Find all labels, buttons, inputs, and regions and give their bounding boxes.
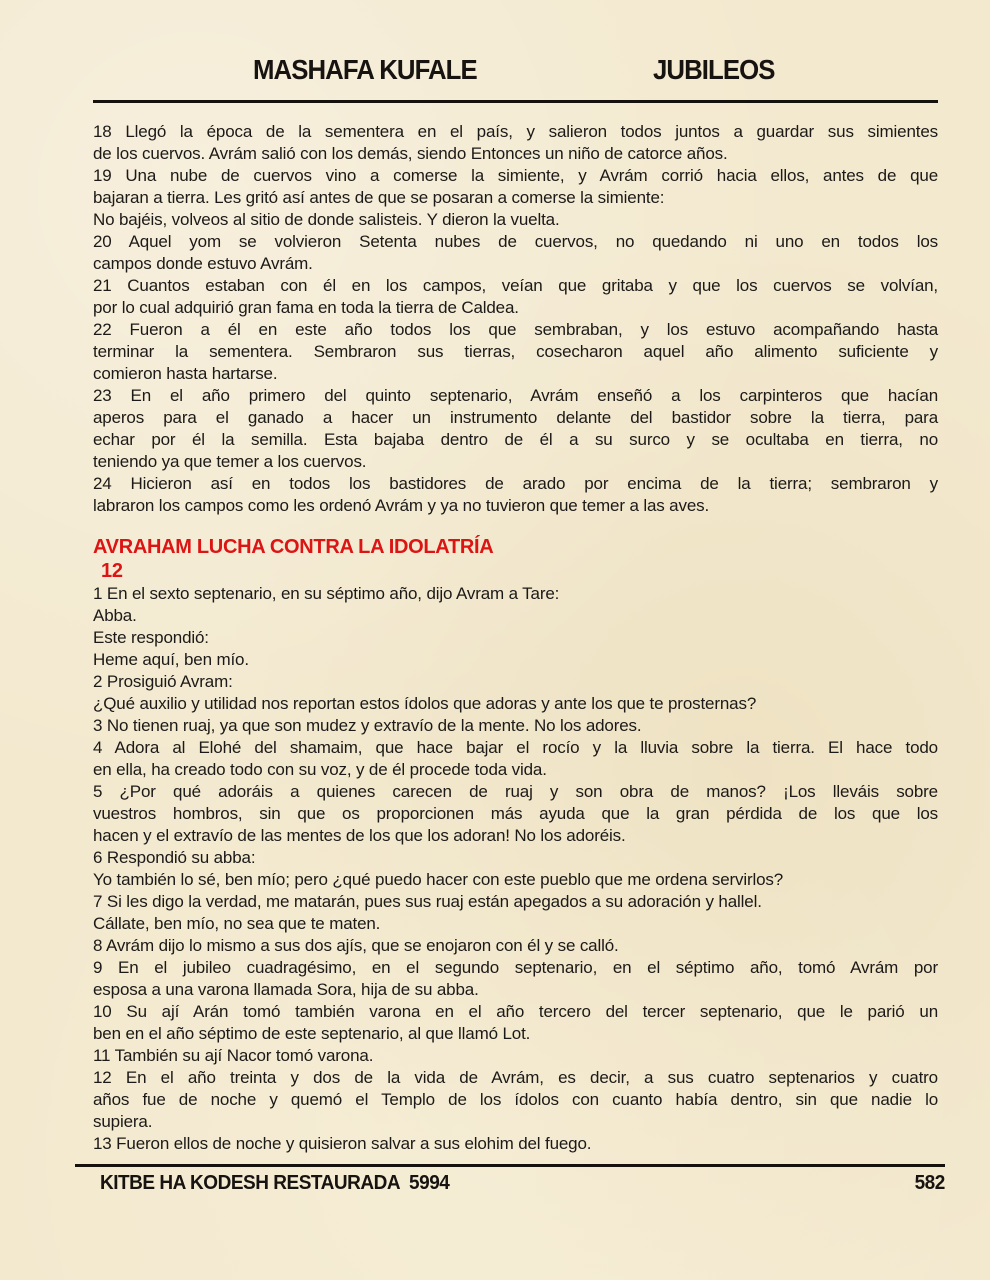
verse-line: vuestros hombros, sin que os proporcionen más ayuda que la gran pérdida de los que los — [93, 804, 938, 823]
header-rule — [93, 100, 938, 103]
verse-line: hacen y el extravío de las mentes de los que los adoran! No los adoréis. — [93, 826, 626, 845]
verse-line: comieron hasta hartarse. — [93, 364, 278, 383]
verse-line: 2 Prosiguió Avram: — [93, 672, 233, 691]
footer-page-number: 582 — [914, 1172, 945, 1194]
page-footer — [100, 1172, 945, 1195]
verse-line: 5 ¿Por qué adoráis a quienes carecen de ruaj y son obra de manos? ¡Los lleváis sobre — [93, 782, 938, 801]
verse-line: ¿Qué auxilio y utilidad nos reportan estos ídolos que adoras y ante los que te prosternas? — [93, 694, 757, 713]
verse-line: esposa a una varona llamada Sora, hija de su abba. — [93, 980, 479, 999]
verse-line: por lo cual adquirió gran fama en toda la tierra de Caldea. — [93, 298, 519, 317]
footer-rule — [75, 1164, 945, 1167]
verse-line: 23 En el año primero del quinto septenario, Avrám enseñó a los carpinteros que hacían — [93, 386, 938, 405]
verse-line: 19 Una nube de cuervos vino a comerse la simiente, y Avrám corrió hacia ellos, antes de que — [93, 166, 938, 185]
verse-line: 12 En el año treinta y dos de la vida de Avrám, es decir, a sus cuatro septenarios y cuatro — [93, 1068, 938, 1087]
page-header — [93, 54, 938, 100]
verse-line: 21 Cuantos estaban con él en los campos, veían que gritaba y que los cuervos se volvían, — [93, 276, 938, 295]
document-body — [93, 121, 938, 1155]
verse-line: Cállate, ben mío, no sea que te maten. — [93, 914, 381, 933]
section-heading: AVRAHAM LUCHA CONTRA LA IDOLATRÍA — [93, 536, 494, 558]
verse-line: 1 En el sexto septenario, en su séptimo año, dijo Avram a Tare: — [93, 584, 560, 603]
header-title-left: MASHAFA KUFALE — [253, 54, 477, 85]
verse-line: Abba. — [93, 606, 137, 625]
verse-line: 8 Avrám dijo lo mismo a sus dos ajís, que se enojaron con él y se calló. — [93, 936, 619, 955]
verse-line: Este respondió: — [93, 628, 209, 647]
verse-line: 13 Fueron ellos de noche y quisieron salvar a sus elohim del fuego. — [93, 1134, 592, 1153]
verse-line: 18 Llegó la época de la sementera en el país, y salieron todos juntos a guardar sus simientes — [93, 122, 938, 141]
footer-book-title: KITBE HA KODESH RESTAURADA 5994 — [100, 1172, 450, 1194]
verse-line: 20 Aquel yom se volvieron Setenta nubes de cuervos, no quedando ni uno en todos los — [93, 232, 938, 251]
verse-line: Heme aquí, ben mío. — [93, 650, 249, 669]
verse-line: 7 Si les digo la verdad, me matarán, pues sus ruaj están apegados a su adoración y hallel. — [93, 892, 762, 911]
verse-line: 22 Fueron a él en este año todos los que sembraban, y los estuvo acompañando hasta — [93, 320, 938, 339]
verse-line: Yo también lo sé, ben mío; pero ¿qué puedo hacer con este pueblo que me ordena servirlos? — [93, 870, 784, 889]
verse-line: labraron los campos como les ordenó Avrám y ya no tuvieron que temer a las aves. — [93, 496, 710, 515]
chapter-number: 12 — [101, 560, 123, 582]
verse-line: bajaran a tierra. Les gritó así antes de que se posaran a comerse la simiente: — [93, 188, 665, 207]
verse-line: 6 Respondió su abba: — [93, 848, 256, 867]
verse-line: de los cuervos. Avrám salió con los demás, siendo Entonces un niño de catorce años. — [93, 144, 728, 163]
verse-line: 24 Hicieron así en todos los bastidores de arado por encima de la tierra; sembraron y — [93, 474, 938, 493]
verse-line: 9 En el jubileo cuadragésimo, en el segundo septenario, en el séptimo año, tomó Avrám por — [93, 958, 938, 977]
verse-line: echar por él la semilla. Esta bajaba dentro de él a su surco y se ocultaba en tierra, no — [93, 430, 938, 449]
verse-line: campos donde estuvo Avrám. — [93, 254, 313, 273]
verse-line: 11 También su ají Nacor tomó varona. — [93, 1046, 374, 1065]
verse-line: teniendo ya que temer a los cuervos. — [93, 452, 367, 471]
verse-line: 4 Adora al Elohé del shamaim, que hace bajar el rocío y la lluvia sobre la tierra. El hace todo — [93, 738, 938, 757]
verse-line: supiera. — [93, 1112, 153, 1131]
verse-line: No bajéis, volveos al sitio de donde salisteis. Y dieron la vuelta. — [93, 210, 560, 229]
verse-line: ben en el año séptimo de este septenario, al que llamó Lot. — [93, 1024, 531, 1043]
verse-line: aperos para el ganado a hacer un instrumento delante del bastidor sobre la tierra, para — [93, 408, 938, 427]
verse-line: 10 Su ají Arán tomó también varona en el año tercero del tercer septenario, que le parió un — [93, 1002, 938, 1021]
verse-line: años fue de noche y quemó el Templo de los ídolos con cuanto había dentro, sin que nadie lo — [93, 1090, 938, 1109]
verse-line: en ella, ha creado todo con su voz, y de él procede toda vida. — [93, 760, 547, 779]
verse-line: terminar la sementera. Sembraron sus tierras, cosecharon aquel año alimento suficiente y — [93, 342, 938, 361]
verse-line: 3 No tienen ruaj, ya que son mudez y extravío de la mente. No los adores. — [93, 716, 642, 735]
header-title-right: JUBILEOS — [653, 54, 775, 85]
